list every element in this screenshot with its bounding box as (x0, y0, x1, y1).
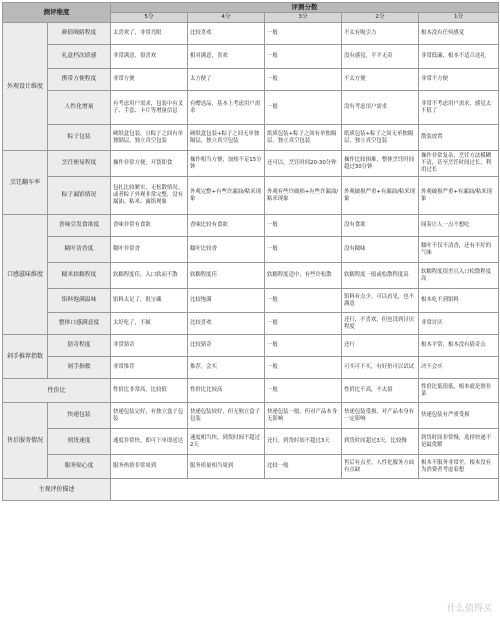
score-cell: 性价比非常高，比较值 (111, 379, 188, 403)
score-cell: 一般 (265, 379, 342, 403)
score-cell: 闻着让人一点不想吃 (419, 215, 499, 237)
score-cell: 比较喜欢 (188, 23, 265, 45)
footer-label: 主观评价描述 (3, 479, 111, 501)
score-cell: 操作比较困难，整体烹饪时间超过30分钟 (342, 151, 419, 177)
score-cell: 太喜欢了，非常亮眼 (111, 23, 188, 45)
score-header-1: 1分 (419, 13, 499, 23)
score-cell: 香味非常有食欲 (111, 215, 188, 237)
score-cell: 比较猜奇 (188, 335, 265, 357)
table-row (3, 429, 499, 455)
score-group-header: 评测分数 (111, 3, 499, 13)
score-cell: 根本没有任何感觉 (419, 23, 499, 45)
watermark-text: 什么值得买 (447, 601, 492, 614)
score-cell: 散装放置 (419, 125, 499, 151)
score-cell: 包扎比较紧实，无松散情况；或者粽子外观非常完整，没有漏油、粘米、露馅现象 (111, 177, 188, 215)
score-cell: 操作相当方便，加热不足15分钟 (188, 151, 265, 177)
score-cell: 根本平常，根本没有猜奇点 (419, 335, 499, 357)
score-cell: 软糯程度适中，有些许松散 (265, 263, 342, 289)
score-cell: 还可以，烹饪时间20-30分钟 (265, 151, 342, 177)
sub-dimension-cell: 人性化增量 (48, 91, 111, 125)
table-row (3, 379, 499, 403)
score-cell: 操作非常方便，开袋即食 (111, 151, 188, 177)
table-body (3, 23, 499, 479)
score-cell: 根本吃不到馅料 (419, 289, 499, 313)
footer-value (111, 479, 499, 501)
score-cell: 到货时间非常慢，选择快递不是最优解 (419, 429, 499, 455)
score-cell: 软糯程度一般或松散程度高 (342, 263, 419, 289)
table-row (3, 237, 499, 263)
score-cell: 操作非常复杂，烹饪方法模糊不清，甚至烹饪时间过长，利用过长 (419, 151, 499, 177)
table-row (3, 23, 499, 45)
table-row (3, 151, 499, 177)
dimension-cell: 售后服务情况 (3, 403, 48, 479)
score-cell: 一般 (265, 357, 342, 379)
table-row (3, 91, 499, 125)
score-cell: 服务热情非常周到 (111, 455, 188, 479)
score-cell: 快递包装完好，有独立盒子包装 (111, 403, 188, 429)
score-cell: 还行，到货时间不超过3天 (265, 429, 342, 455)
score-cell: 快递包装有严重受损 (419, 403, 499, 429)
table-row (3, 263, 499, 289)
score-cell: 速度相当快，到货时间不超过2天 (188, 429, 265, 455)
score-header-4: 4分 (188, 13, 265, 23)
score-cell: 一般 (265, 69, 342, 91)
score-cell: 非常低廉，根本不适合送礼 (419, 45, 499, 69)
table-row (3, 177, 499, 215)
score-cell: 外观有些许破损+有些许漏油/粘米现象 (265, 177, 342, 215)
table-row (3, 313, 499, 335)
score-cell: 太好吃了，不腻 (111, 313, 188, 335)
score-cell: 比较喜欢 (188, 313, 265, 335)
score-cell: 香味比较有食欲 (188, 215, 265, 237)
sub-dimension-cell: 香味引发食欲度 (48, 215, 111, 237)
dimension-header: 测评维度 (3, 3, 111, 23)
table-row (3, 289, 499, 313)
score-cell: 还行 (342, 335, 419, 357)
score-cell: 非常满意，很喜欢 (111, 45, 188, 69)
score-cell: 快递包装一般，但对产品本身无影响 (265, 403, 342, 429)
table-row (3, 357, 499, 379)
score-cell: 快递包装受损，对产品本身有一定影响 (342, 403, 419, 429)
score-cell: 软糯程度佳，入口软而不散 (111, 263, 188, 289)
sub-dimension-cell: 整体口感满意度 (48, 313, 111, 335)
score-header-2: 2分 (342, 13, 419, 23)
score-cell: 没有感觉，平平无奇 (342, 45, 419, 69)
score-cell: 性价比低很低，根本就是割韭菜 (419, 379, 499, 403)
table-row (3, 125, 499, 151)
score-header-5: 5分 (111, 13, 188, 23)
score-cell: 非常猜奇 (111, 335, 188, 357)
score-cell: 软糯程度佳 (188, 263, 265, 289)
score-cell: 一般 (265, 237, 342, 263)
sub-dimension-cell: 携带方便程度 (48, 69, 111, 91)
table-header (3, 3, 499, 23)
sub-dimension-cell: 粽子漏馅情况 (48, 177, 111, 215)
score-cell: 根本不服务非常差，根本没有为消费者考虑着想 (419, 455, 499, 479)
score-cell: 馅料有点少，可以看见，也不满意 (342, 289, 419, 313)
score-cell: 非常推荐 (111, 357, 188, 379)
score-cell: 没有糯味 (342, 237, 419, 263)
score-cell: 纸质包装+粽子之间有单独隔层，独立真空包装 (265, 125, 342, 151)
score-cell: 外观破损严重+有漏油/粘米现象 (419, 177, 499, 215)
dimension-cell: 口感滋味维度 (3, 215, 48, 335)
score-cell: 推荐，会买 (188, 357, 265, 379)
score-cell: 外观破损严重+有漏油/粘米现象 (342, 177, 419, 215)
score-cell: 服务质量相当周到 (188, 455, 265, 479)
score-cell: 一般 (265, 23, 342, 45)
score-cell: 不太有吸引力 (342, 23, 419, 45)
score-cell: 一般 (265, 91, 342, 125)
score-cell: 有赠送品，基本上考虑用户需求 (188, 91, 265, 125)
score-cell: 太方便了 (188, 69, 265, 91)
score-cell: 性价比比较高 (188, 379, 265, 403)
table-row (3, 403, 499, 429)
score-cell: 速度非常快，即可下单即送达 (111, 429, 188, 455)
dimension-cell: 剁手推荐指数 (3, 335, 48, 379)
table-row (3, 69, 499, 91)
score-cell: 还行，不喜欢，但也没到讨厌程度 (342, 313, 419, 335)
score-cell: 快递包装较好，但无独立盒子包装 (188, 403, 265, 429)
table-row (3, 335, 499, 357)
score-cell: 一般 (265, 313, 342, 335)
score-cell: 糯叶比较香 (188, 237, 265, 263)
dimension-cell: 外观设计维度 (3, 23, 48, 151)
sub-dimension-cell: 粽子包装 (48, 125, 111, 151)
sub-dimension-cell: 烹饪便易程度 (48, 151, 111, 177)
score-cell: 糯叶非常香 (111, 237, 188, 263)
sub-dimension-cell: 颜值吸睛程度 (48, 23, 111, 45)
score-cell: 硬纸盒包装，且粽子之间有单独隔层，独立真空包装 (111, 125, 188, 151)
sub-dimension-cell: 剁手指数 (48, 357, 111, 379)
score-cell: 性价比不高，不太值 (342, 379, 419, 403)
score-cell: 比较一般 (265, 455, 342, 479)
score-cell: 非常讨厌 (419, 313, 499, 335)
sub-dimension-cell: 服务贴心度 (48, 455, 111, 479)
dimension-cell: 烹饪翻车率 (3, 151, 48, 215)
table-row (3, 45, 499, 69)
score-cell: 一般 (265, 45, 342, 69)
evaluation-table (2, 2, 499, 501)
sub-dimension-cell: 快递包装 (48, 403, 111, 429)
sub-dimension-cell: 礼盒档次质感 (48, 45, 111, 69)
dimension-cell: 性价比 (3, 379, 111, 403)
score-cell: 相对满意，喜欢 (188, 45, 265, 69)
sub-dimension-cell: 猜奇程度 (48, 335, 111, 357)
score-cell: 可买可不买，有好价可以试试 (342, 357, 419, 379)
score-cell: 非常方便 (111, 69, 188, 91)
score-cell: 不太方便 (342, 69, 419, 91)
score-cell: 糯叶不仅不清香，还有不好的气味 (419, 237, 499, 263)
score-cell: 没有食欲 (342, 215, 419, 237)
score-cell: 非常不考虑用户需求，感觉太不值了 (419, 91, 499, 125)
score-cell: 外观完整+有些许漏油/粘米现象 (188, 177, 265, 215)
score-cell: 没有考虑用户需求 (342, 91, 419, 125)
table-row (3, 455, 499, 479)
sub-dimension-cell: 到货速度 (48, 429, 111, 455)
sub-dimension-cell: 糯叶清香度 (48, 237, 111, 263)
score-cell: 一般 (265, 215, 342, 237)
score-cell: 非常不方便 (419, 69, 499, 91)
score-cell: 软糯程度很差且入口松散程度高 (419, 263, 499, 289)
score-cell: 售后有点差，人性化服务方面有点缺 (342, 455, 419, 479)
score-cell: 一般 (265, 335, 342, 357)
score-cell: 到货时间超过3天，比较慢 (342, 429, 419, 455)
score-cell: 纸质包装+粽子之间无单独隔层，独立真空包装 (342, 125, 419, 151)
footer-row (3, 479, 499, 501)
score-cell: 一般 (265, 289, 342, 313)
sub-dimension-cell: 馅料饱满温味 (48, 289, 111, 313)
score-cell: 比较饱满 (188, 289, 265, 313)
score-cell: 硬纸盒包装+粽子之间无单独隔层，独立真空包装 (188, 125, 265, 151)
table-row (3, 215, 499, 237)
score-header-3: 3分 (265, 13, 342, 23)
score-cell: 决不会买 (419, 357, 499, 379)
score-cell: 馅料太足了，很宝藏 (111, 289, 188, 313)
sub-dimension-cell: 糯米软糯程度 (48, 263, 111, 289)
score-cell: 有考虑用户需求，包装中有叉子、手套、卡片等增量信息 (111, 91, 188, 125)
